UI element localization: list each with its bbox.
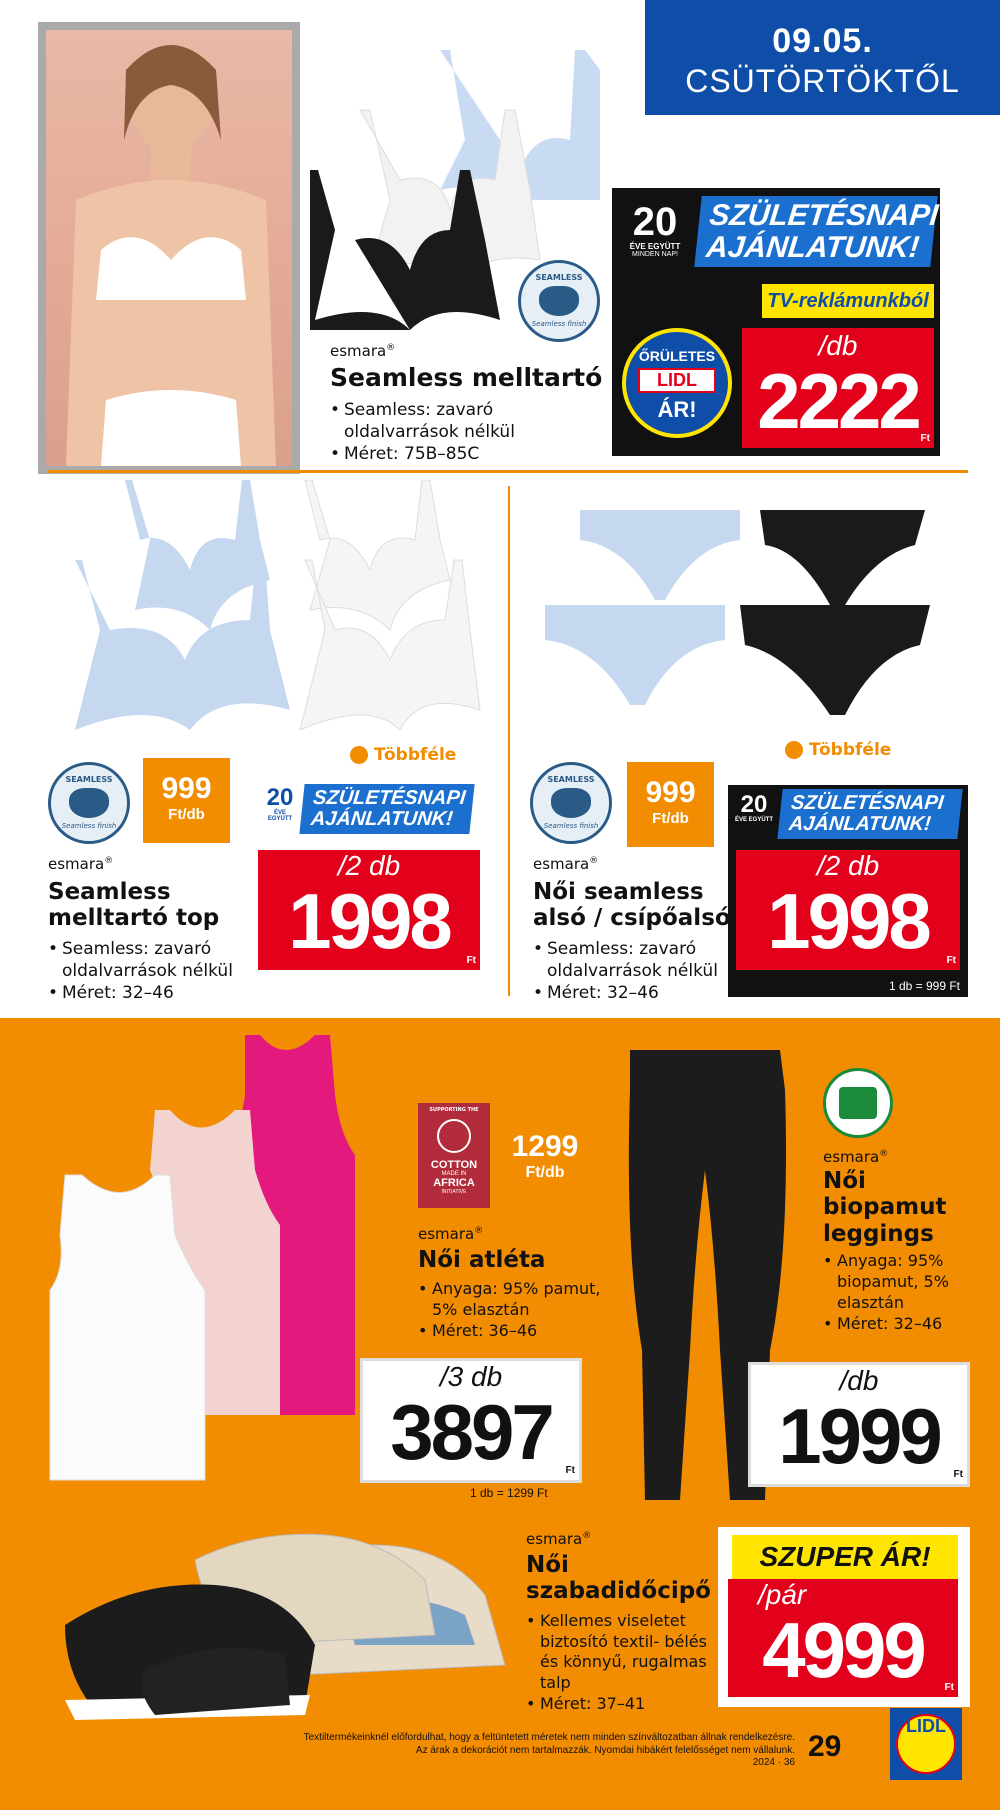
feature-item: • Anyaga: 95% pamut, 5% elasztán: [418, 1279, 618, 1321]
title-line: melltartó top: [48, 905, 220, 932]
lidl-logo: [890, 1708, 962, 1780]
unit-price-label: Ft/db: [525, 1164, 565, 1181]
title-line: alsó / csípőalsó: [533, 905, 731, 932]
product-title: [48, 879, 258, 932]
seamless-seal-icon: [518, 260, 600, 342]
disclaimer-line: Az árak a dekorációt nem tartalmazzák. Nyomdai hibákért felelősséget nem vállalunk.: [415, 1744, 795, 1756]
date-banner: [645, 0, 1000, 115]
title-line: Seamless: [48, 879, 171, 905]
bra-top-image: [70, 480, 490, 730]
seal-text: SEAMLESS: [65, 775, 113, 784]
unit-price-badge: [500, 1130, 590, 1182]
title-line: biopamut: [823, 1194, 947, 1221]
product-seamless-briefs: [533, 855, 743, 1004]
feature-item: • Anyaga: 95% biopamut, 5% elasztán: [823, 1251, 993, 1313]
birthday-title: [694, 196, 940, 267]
crazy-price-badge: [622, 328, 732, 438]
birthday-line1: SZÜLETÉSNAPI: [790, 792, 945, 814]
feature-item: • Méret: 32–46: [48, 982, 258, 1004]
title-line: Női: [526, 1552, 569, 1578]
currency: Ft: [953, 1469, 963, 1480]
feature-item: • Méret: 32–46: [533, 982, 743, 1004]
currency: Ft: [920, 433, 930, 444]
anniversary-number: 20: [266, 784, 294, 811]
anniversary-number: 20: [632, 200, 678, 244]
per-piece-price: 1 db = 999 Ft: [888, 979, 960, 993]
anniversary-number: 20: [740, 791, 768, 818]
anniversary-text: ÉVE EGYÜTT: [734, 817, 773, 823]
feature-item: • Seamless: zavaró oldalvarrások nélkül: [533, 938, 743, 982]
product-title: Női atléta: [418, 1247, 546, 1273]
super-label: SZUPER ÁR!: [732, 1535, 958, 1579]
crazy-label2: ÁR!: [657, 397, 697, 422]
currency: Ft: [565, 1465, 575, 1476]
birthday-promo-box: [262, 780, 480, 847]
variants-text: Többféle: [374, 745, 457, 765]
birthday-promo-box: [728, 785, 968, 997]
cotton-made-in-africa-badge: [418, 1103, 490, 1208]
divider-vertical: [508, 486, 510, 996]
feature-item: • Kellemes viseletet biztosító textil- bélés és könnyű, rugalmas talp: [526, 1611, 716, 1694]
birthday-promo-box: [612, 188, 940, 456]
cotton-text: COTTON: [430, 1159, 478, 1171]
price-unit: /2 db: [816, 850, 880, 881]
feature-list: [48, 938, 258, 1004]
price-tag: [728, 1579, 958, 1697]
birthday-line1: SZÜLETÉSNAPI: [707, 199, 940, 232]
unit-price-value: 1299: [511, 1130, 579, 1163]
price-value: 4999: [762, 1606, 924, 1694]
price-tag: [748, 1362, 970, 1487]
cotton-text: INITIATIVE: [441, 1189, 467, 1195]
gots-badge: [823, 1068, 893, 1138]
feature-list: [526, 1611, 716, 1715]
brand: esmara®: [823, 1148, 889, 1166]
price-value: 3897: [390, 1388, 552, 1476]
variants-label: [785, 740, 891, 760]
seal-subtext: Seamless finish: [531, 320, 587, 328]
feature-item: • Méret: 32–46: [823, 1314, 993, 1335]
birthday-line2: AJÁNLATUNK!: [787, 813, 932, 835]
anniversary-badge-icon: [734, 793, 774, 823]
price-unit: /db: [839, 1365, 879, 1396]
tank-tops-image: [40, 1035, 390, 1495]
price-unit: /db: [818, 330, 858, 361]
unit-price-value: 999: [645, 776, 696, 809]
feature-list: [823, 1251, 993, 1334]
seal-subtext: Seamless finish: [543, 822, 599, 830]
dot-icon: [785, 741, 803, 759]
divider: [48, 470, 968, 473]
unit-price-label: Ft/db: [652, 810, 689, 827]
feature-item: • Méret: 36–46: [418, 1321, 618, 1342]
birthday-line1: SZÜLETÉSNAPI: [312, 787, 467, 809]
price-tag: [360, 1358, 582, 1483]
brand: esmara®: [330, 342, 396, 360]
birthday-title: [777, 789, 962, 839]
product-title: Seamless melltartó: [330, 363, 603, 392]
price-value: 1998: [288, 877, 450, 965]
page-number: 29: [808, 1730, 842, 1763]
anniversary-badge-icon: [620, 202, 690, 272]
anniversary-text: ÉVE EGYÜTT: [267, 810, 293, 822]
model-photo: [38, 22, 300, 474]
anniversary-badge-icon: [262, 786, 298, 822]
feature-item: • Méret: 75B–85C: [330, 443, 610, 465]
product-title: [533, 879, 743, 932]
price-unit: /3 db: [439, 1361, 503, 1392]
lidl-mini-logo: LIDL: [638, 368, 716, 393]
product-sneakers: [526, 1530, 716, 1715]
price-tag: [742, 328, 934, 448]
price-tag: [736, 850, 960, 970]
unit-price-badge: [143, 758, 230, 843]
price-tag: [258, 850, 480, 970]
feature-list: [418, 1279, 618, 1341]
feature-list: [533, 938, 743, 1004]
dot-icon: [350, 746, 368, 764]
unit-price-label: Ft/db: [168, 806, 205, 823]
per-piece-price: 1 db = 1299 Ft: [470, 1486, 548, 1500]
super-price-box: [718, 1527, 970, 1707]
gots-shirt-icon: [839, 1087, 877, 1119]
title-line: szabadidőcipő: [526, 1578, 711, 1605]
title-line: Női: [823, 1168, 866, 1194]
disclaimer: [200, 1732, 795, 1770]
unit-price-value: 999: [161, 772, 212, 805]
briefs-image: [545, 505, 965, 730]
disclaimer-line: Textiltermékeinknél előfordulhat, hogy a feltüntetett méretek nem minden színváltozatban állnak rendelkezésre.: [303, 1732, 795, 1743]
product-leggings: [823, 1148, 993, 1335]
seal-text: SEAMLESS: [535, 273, 583, 282]
brand: esmara®: [526, 1530, 592, 1548]
brand: esmara®: [533, 855, 599, 873]
feature-list: [330, 399, 610, 465]
product-tank-top: [418, 1225, 618, 1342]
disclaimer-line: 2024 · 36: [752, 1757, 795, 1768]
price-value: 1998: [767, 877, 929, 965]
birthday-line2: AJÁNLATUNK!: [309, 808, 454, 830]
anniversary-subtext: MINDEN NAP!: [632, 251, 678, 258]
price-value: 1999: [778, 1392, 940, 1480]
birthday-title: [299, 784, 474, 834]
africa-icon: [437, 1119, 471, 1153]
product-seamless-bra: [330, 342, 610, 465]
currency: Ft: [466, 955, 476, 966]
variants-label: [350, 745, 456, 765]
tv-label: TV-reklámunkból: [762, 284, 934, 318]
feature-item: • Méret: 37–41: [526, 1694, 716, 1715]
title-line: leggings: [823, 1220, 934, 1247]
brand: esmara®: [48, 855, 114, 873]
cotton-text: SUPPORTING THE: [429, 1107, 479, 1113]
cotton-text: AFRICA: [433, 1177, 475, 1189]
unit-price-badge: [627, 762, 714, 847]
price-unit: /pár: [758, 1579, 807, 1610]
price-unit: /2 db: [337, 850, 401, 881]
birthday-line2: AJÁNLATUNK!: [704, 230, 921, 264]
product-title: [823, 1168, 993, 1247]
date: 09.05.: [772, 22, 873, 60]
currency: Ft: [946, 955, 956, 966]
seamless-seal-icon: [530, 762, 612, 844]
feature-item: • Seamless: zavaró oldalvarrások nélkül: [330, 399, 610, 443]
variants-text: Többféle: [809, 740, 892, 760]
seal-text: SEAMLESS: [547, 775, 595, 784]
lidl-logo-text: LIDL: [896, 1714, 956, 1774]
weekday: CSÜTÖRTÖKTŐL: [685, 63, 960, 99]
product-bra-top: [48, 855, 258, 1004]
seamless-seal-icon: [48, 762, 130, 844]
sneakers-image: [45, 1525, 515, 1740]
product-title: [526, 1552, 716, 1605]
currency: Ft: [944, 1682, 954, 1693]
title-line: Női seamless: [533, 879, 704, 905]
feature-item: • Seamless: zavaró oldalvarrások nélkül: [48, 938, 258, 982]
anniversary-text: ÉVE EGYÜTT: [629, 242, 681, 251]
price-value: 2222: [757, 357, 919, 445]
crazy-label: ŐRÜLETES: [638, 348, 716, 364]
cotton-text: MADE IN: [441, 1171, 467, 1177]
seal-subtext: Seamless finish: [61, 822, 117, 830]
brand: esmara®: [418, 1225, 484, 1243]
